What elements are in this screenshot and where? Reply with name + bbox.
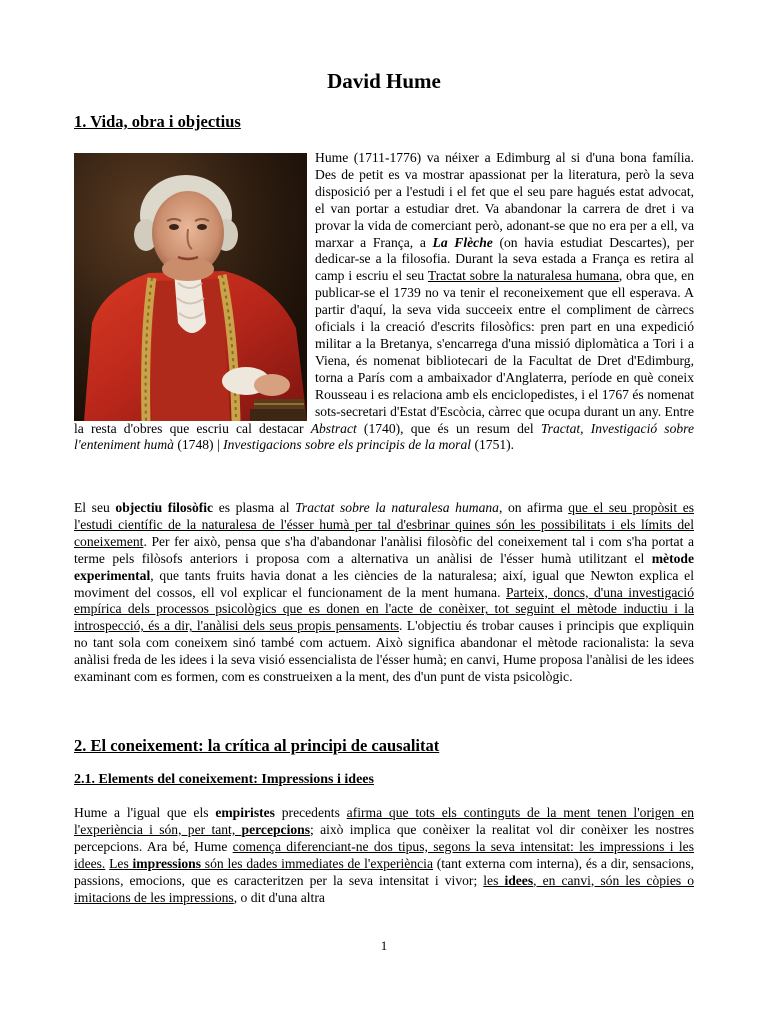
text-fragment: , que tants fruits havia donat a les ciències de la naturalesa; així, igual que Newton explica el moviment del cossos, ell vol explicar el funcionament de la ment humana. <box>74 567 694 600</box>
paragraph-impressions-idees <box>74 805 694 906</box>
section-heading-coneixement: 2. El coneixement: la crítica al principi de causalitat <box>74 736 440 755</box>
paragraph-objectiu <box>74 500 694 686</box>
subsection-heading-elements: 2.1. Elements del coneixement: Impressions i idees <box>74 772 374 787</box>
tractat-title: Tractat sobre la naturalesa humana <box>295 500 499 515</box>
text-fragment: ; això implica que conèixer la realitat vol dir conèixer les nostres percepcions. Ara bé, Hume <box>74 821 694 854</box>
abstract-title: Abstract <box>310 420 357 436</box>
document-title: David Hume <box>327 69 441 93</box>
idees-bold: idees <box>504 872 534 888</box>
tractat-title-underlined: Tractat sobre la naturalesa humana <box>427 268 619 284</box>
text-fragment: es plasma al <box>213 500 296 515</box>
la-fleche-text: La Flèche <box>432 234 493 250</box>
metode-experimental-bold: mètode experimental <box>74 550 694 583</box>
text-fragment: les <box>483 872 505 888</box>
investigacions-title: Investigacions sobre els principis de la moral <box>223 437 472 453</box>
objectiu-bold: objectiu filosòfic <box>115 500 214 515</box>
underlined-investigation: Parteix, doncs, d'una investigació empírica dels processos psicològics que es donen en l'acte de conèixer, tot seguint el mètode inductiu i la introspecció, és a dir, l'anàlisi dels seus propis pensaments <box>74 584 694 634</box>
paragraph-biography <box>74 150 694 454</box>
text-fragment: . Per fer això, pensa que s'ha d'abandonar l'anàlisi filosòfic del coneixement tal i com s'ha portat a terme pels filòsofs anteriors i proposa com a alternativa un anàlisi de l'ésser humà utilitzant el <box>74 533 694 566</box>
text-fragment: Les <box>109 855 133 871</box>
impressions-bold: impressions <box>132 855 202 871</box>
section-heading-vida-obra: 1. Vida, obra i objectius <box>74 112 241 131</box>
text-fragment: , on afirma <box>498 500 569 515</box>
text-fragment: (1748) | <box>173 437 224 453</box>
text-fragment: (1740), que és un resum del <box>356 420 541 436</box>
text-fragment: (on havia estudiat Descartes), per dedicar-se a la filosofia. Durant la seva estada a França es retira al camp i escriu el seu <box>315 234 694 284</box>
tractat-investigacio-title: Tractat, Investigació sobre l'enteniment humà <box>74 420 694 453</box>
portrait-spacer <box>74 150 315 420</box>
text-fragment: , o dit d'una altra <box>233 889 325 905</box>
page-number: 1 <box>380 938 388 953</box>
text-fragment: (1751). <box>471 437 515 453</box>
empiristes-bold: empiristes <box>215 805 275 820</box>
text-fragment: El seu <box>74 500 116 515</box>
text-fragment: precedents <box>274 805 347 820</box>
underlined-origin: afirma que tots els continguts de la ment tenen l'origen en l'experiència i són, per tant, <box>74 805 694 837</box>
text-fragment: (tant externa com interna), és a dir, sensacions, passions, emocions, que es caracteritzen per la seva intensitat i vivor; <box>74 855 695 888</box>
text-fragment: . L'objectiu és trobar causes i principis que expliquin no tant sola com coneixem sinó també com actuem. Això significa abandonar el mètode racionalista: la seva anàlisi freda de les idees i la seva visió essencialista de l'ésser humà; en canvi, Hume proposa l'anàlisi de les idees examinant com es formen, com es construeixen a la ment, des d'un punt de vista psicològic. <box>74 618 694 685</box>
underlined-impressions-def: són les dades immediates de l'experiència <box>201 855 433 871</box>
percepcions-bold: percepcions <box>241 821 310 837</box>
underlined-purpose: que el seu propòsit es l'estudi científic de la naturalesa de l'ésser humà per tal d'esbrinar quines són les possibilitats i els límits del coneixement <box>74 500 695 549</box>
text-fragment: Hume (1711-1776) va néixer a Edimburg al si d'una bona família. Des de petit es va mostrar apassionat per la literatura, però la seva disposició per a l'estudi i el fet que el seu pare hagués estat advocat, el van portar a estudiar dret. Va abandonar la carrera de dret i va provar la vida de comerciant però, adonant-se que no era per a ell, va marxar a França, a <box>315 150 694 250</box>
underlined-two-types: comença diferenciant-ne dos tipus, segons la seva intensitat: les impressions i les idees. <box>74 838 694 871</box>
underlined-idees-def: , en canvi, són les còpies o imitacions de les impressions <box>74 872 695 905</box>
text-fragment: Hume a l'igual que els <box>74 805 216 820</box>
text-fragment: , obra que, en publicar-se el 1739 no va tenir el reconeixement que ell esperava. A partir d'aquí, la seva vida succeeix entre el compliment de càrrecs oficials i la creació d'escrits filosòfics: pren part en una expedició militar a la Bretanya, s'encarrega d'una missió diplomàtica a Tori i a Viena, és nomenat bibliotecari de la Facultat de Dret d'Edimburg, torna a París com a ambaixador d'Anglaterra, període en què coneix Rousseau i es relaciona amb els enciclopedistes, i el 1767 és nomenat sots-secretari d'Estat d'Escòcia, càrrec que ocupa durant un any. Entre la resta d'obres que escriu cal destacar <box>74 268 694 436</box>
